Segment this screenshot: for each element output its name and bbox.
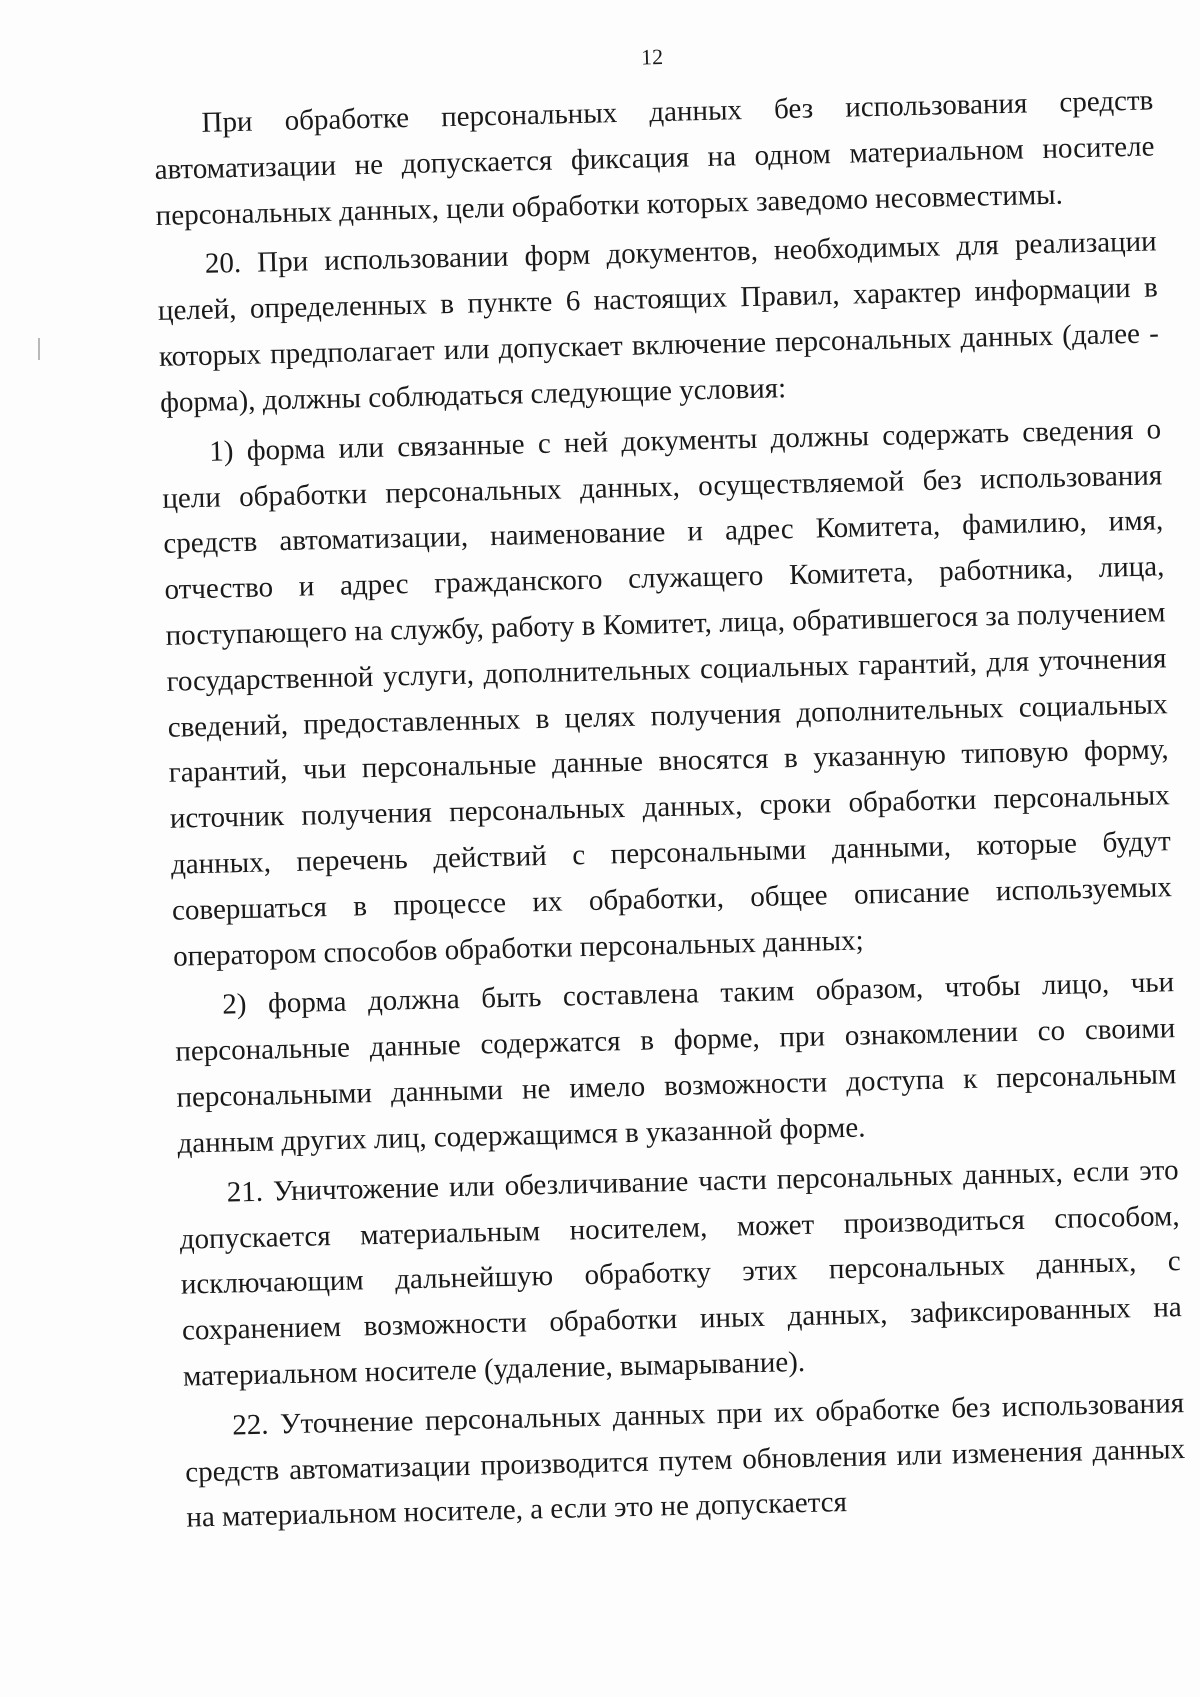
paragraph: 1) форма или связанные с ней документы должны содержать сведения о цели обработки персональных данных, осуществляемой без использования средств автоматизации, наименование и адрес Комитета, фамилию, имя, отчество и адрес гражданского служащего Комитета, работника, лица, поступающего на службу, работу в Комитет, лица, обратившегося за получением государственной услуги, дополнительных социальных гарантий, для уточнения сведений, предоставленных в целях получения дополнительных социальных гарантий, чьи персональные данные вносятся в указанную типовую форму, источник получения персональных данных, сроки обработки персональных данных, перечень действий с персональными данными, которые будут совершаться в процессе их обработки, общее описание используемых оператором способов обработки персональных данных; [162, 413, 1173, 973]
paragraph: 20. При использовании форм документов, необходимых для реализации целей, определенных в пункте 6 настоящих Правил, характер информации в которых предполагает или допускает включение персональных данных (далее - форма), должны соблюдаться следующие условия: [157, 225, 1160, 419]
paragraph: При обработке персональных данных без использования средств автоматизации не допускается фиксация на одном материальном носителе персональных данных, цели обработки которых заведомо несовместимы. [154, 84, 1155, 232]
scan-mark [38, 338, 40, 360]
page-number: 12 [640, 43, 664, 70]
paragraph: 22. Уточнение персональных данных при их обработке без использования средств автоматизации производится путем обновления или изменения данных на материальном носителе, а если это не допускается [184, 1386, 1186, 1534]
paragraph: 21. Уничтожение или обезличивание части персональных данных, если это допускается материальным носителем, может производиться способом, исключающим дальнейшую обработку этих персональных данных, с сохранением возможности обработки иных данных, зафиксированных на материальном носителе (удаление, вымарывание). [179, 1153, 1183, 1393]
paragraph: 2) форма должна быть составлена таким образом, чтобы лицо, чьи персональные данные содержатся в форме, при ознакомлении со своими персональными данными не имело возможности доступа к персональным данным других лиц, содержащимся в указанной форме. [175, 966, 1177, 1160]
document-body [152, 34, 1187, 1541]
